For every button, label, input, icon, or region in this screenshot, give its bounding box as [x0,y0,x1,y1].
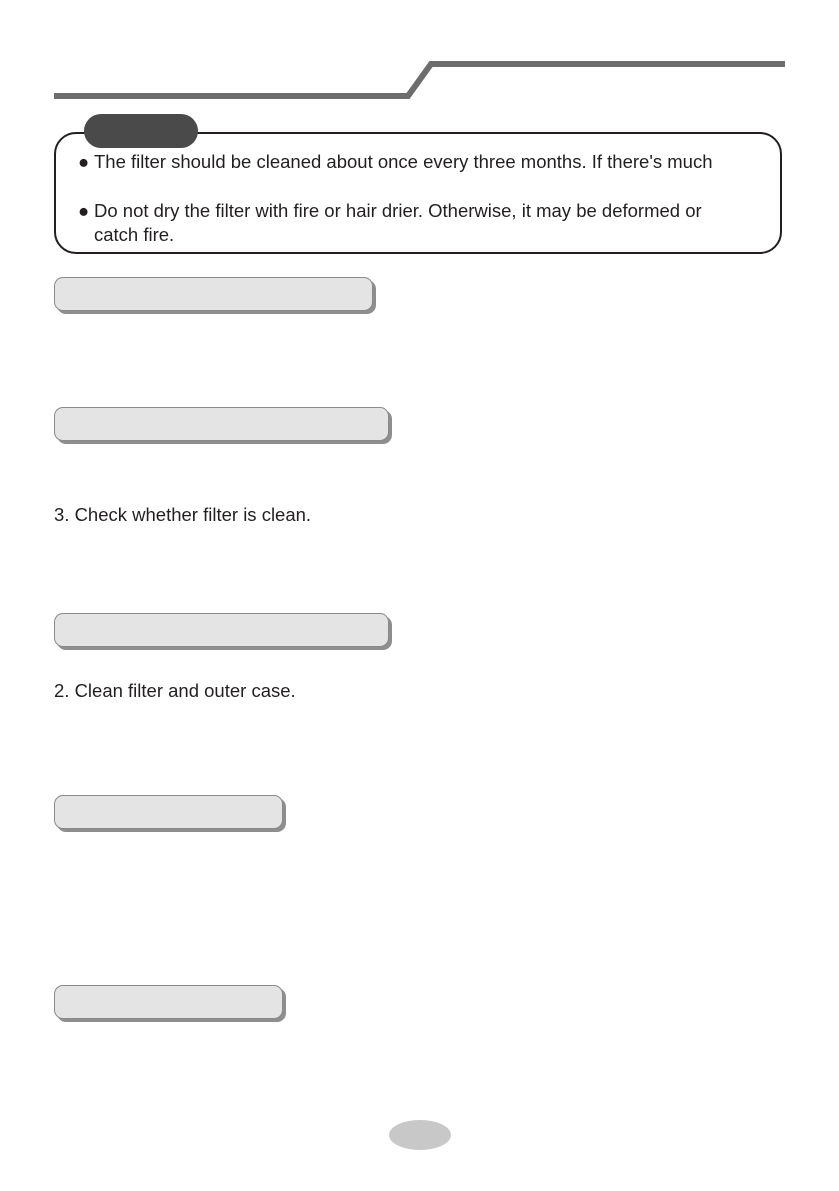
notice-tab [84,114,198,148]
section-heading-bar [54,613,389,647]
notice-item-text: Do not dry the filter with fire or hair drier. Otherwise, it may be deformed or [94,200,702,221]
section-heading-bar [54,277,373,311]
notice-item-text: The filter should be cleaned about once every three months. If there's much [94,151,713,172]
step-clean-filter: 2. Clean filter and outer case. [54,680,296,701]
section-heading-bar [54,407,389,441]
page-number-badge [389,1120,451,1150]
header-rule-line [54,64,785,96]
step-check-filter: 3. Check whether filter is clean. [54,504,312,525]
bullet-icon: ● [78,200,90,221]
header-rule [0,0,839,110]
section-heading-bar [54,795,283,829]
notice-item-cleaning-interval [78,150,713,174]
notice-item-drying-warning-continuation: catch fire. [94,224,175,245]
section-heading-bar [54,985,283,1019]
notice-item-drying-warning [78,199,702,223]
bullet-icon: ● [78,151,90,172]
